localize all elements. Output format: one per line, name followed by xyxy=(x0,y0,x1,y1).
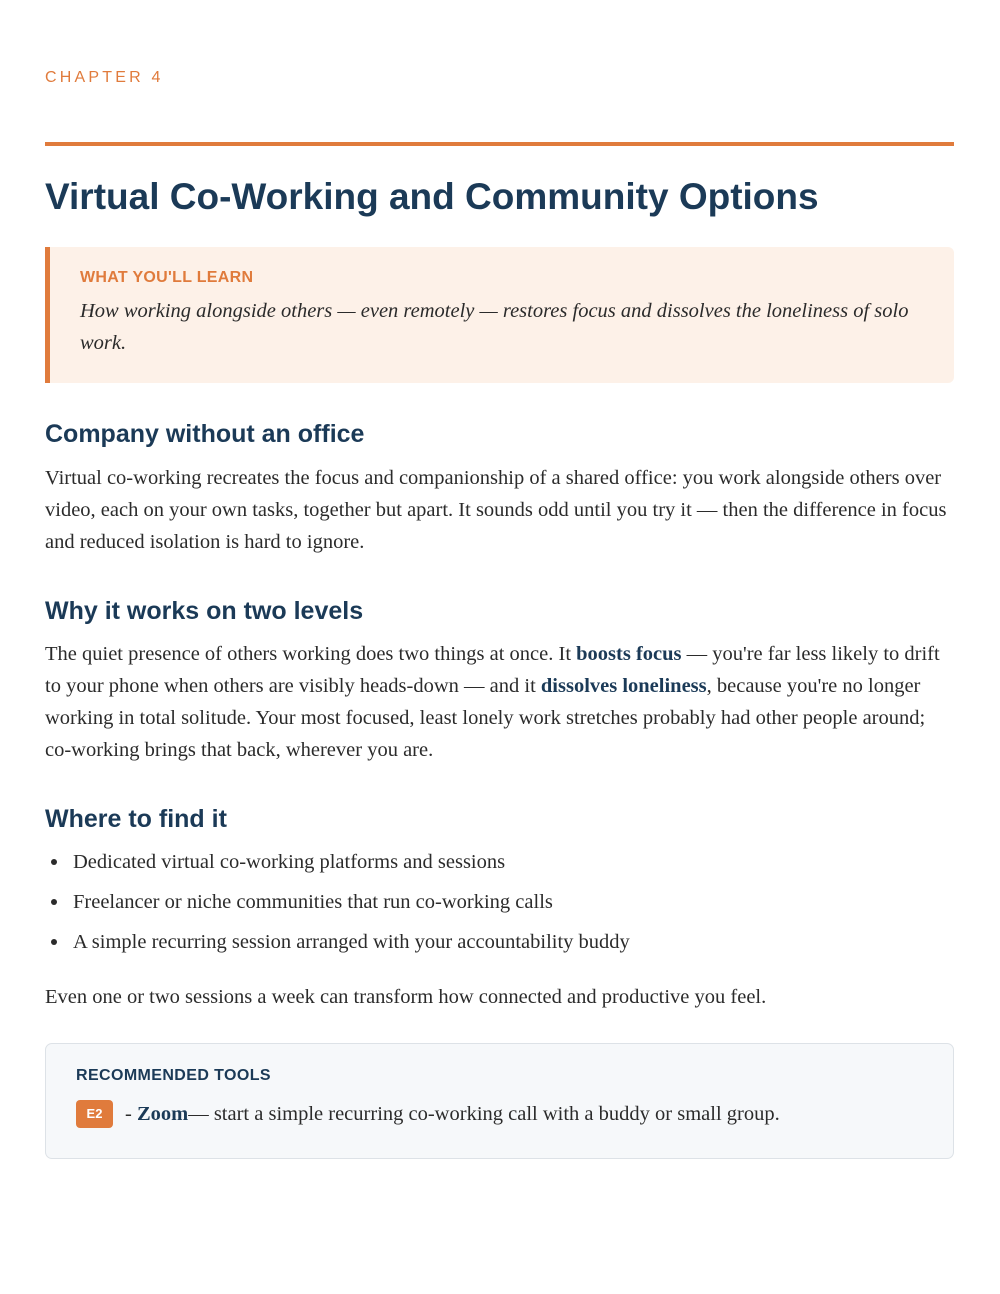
section-paragraph-company: Virtual co-working recreates the focus and companionship of a shared office: you work alongside others over video, each on your own tasks, together but apart. It sounds odd until you try it — then the difference in focus and reduced isolation is hard to ignore. xyxy=(45,467,947,553)
tool-description: — start a simple recurring co-working call with a buddy or small group. xyxy=(188,1103,780,1125)
paragraph-text: The quiet presence of others working does two things at once. It xyxy=(45,643,577,665)
recommended-tools-box xyxy=(45,1043,954,1159)
paragraph-text: — you're far less likely to drift to your phone when others are visibly heads-down — and it xyxy=(45,643,940,697)
section-heading-company: Company without an office xyxy=(45,420,365,448)
paragraph-text: , because you're no longer working in total solitude. Your most focused, least lonely work stretches probably had other people around; co-working brings that back, wherever you are. xyxy=(45,675,926,761)
bullet-icon xyxy=(51,859,57,865)
page-title: Virtual Co-Working and Community Options xyxy=(45,176,819,217)
bullet-icon xyxy=(51,939,57,945)
section-closing-paragraph: Even one or two sessions a week can transform how connected and productive you feel. xyxy=(45,986,767,1008)
section-heading-why: Why it works on two levels xyxy=(45,597,364,625)
list-item-text: Dedicated virtual co-working platforms and sessions xyxy=(73,851,506,873)
tool-badge: E2 xyxy=(76,1100,113,1128)
chapter-divider xyxy=(45,142,954,146)
learning-objectives-box xyxy=(45,247,954,383)
list-item-text: Freelancer or niche communities that run co-working calls xyxy=(73,891,553,913)
list-item-text: A simple recurring session arranged with your accountability buddy xyxy=(73,931,630,953)
emphasis-dissolves-loneliness: dissolves loneliness xyxy=(540,675,707,697)
list-item xyxy=(45,846,630,886)
tool-item xyxy=(76,1100,923,1128)
learning-objectives-heading: WHAT YOU'LL LEARN xyxy=(80,269,254,286)
where-to-find-list xyxy=(45,846,630,966)
tool-separator: - xyxy=(125,1103,132,1125)
section-paragraph-why xyxy=(45,638,954,766)
tool-name: Zoom xyxy=(136,1103,189,1125)
list-item xyxy=(45,926,630,966)
section-heading-where: Where to find it xyxy=(45,805,227,833)
bullet-icon xyxy=(51,899,57,905)
list-item xyxy=(45,886,630,926)
chapter-label: CHAPTER 4 xyxy=(45,69,164,86)
recommended-tools-heading: RECOMMENDED TOOLS xyxy=(76,1067,271,1084)
emphasis-boosts-focus: boosts focus xyxy=(576,643,682,665)
learning-objectives-text: How working alongside others — even remotely — restores focus and dissolves the loneliness of solo work. xyxy=(80,300,909,354)
